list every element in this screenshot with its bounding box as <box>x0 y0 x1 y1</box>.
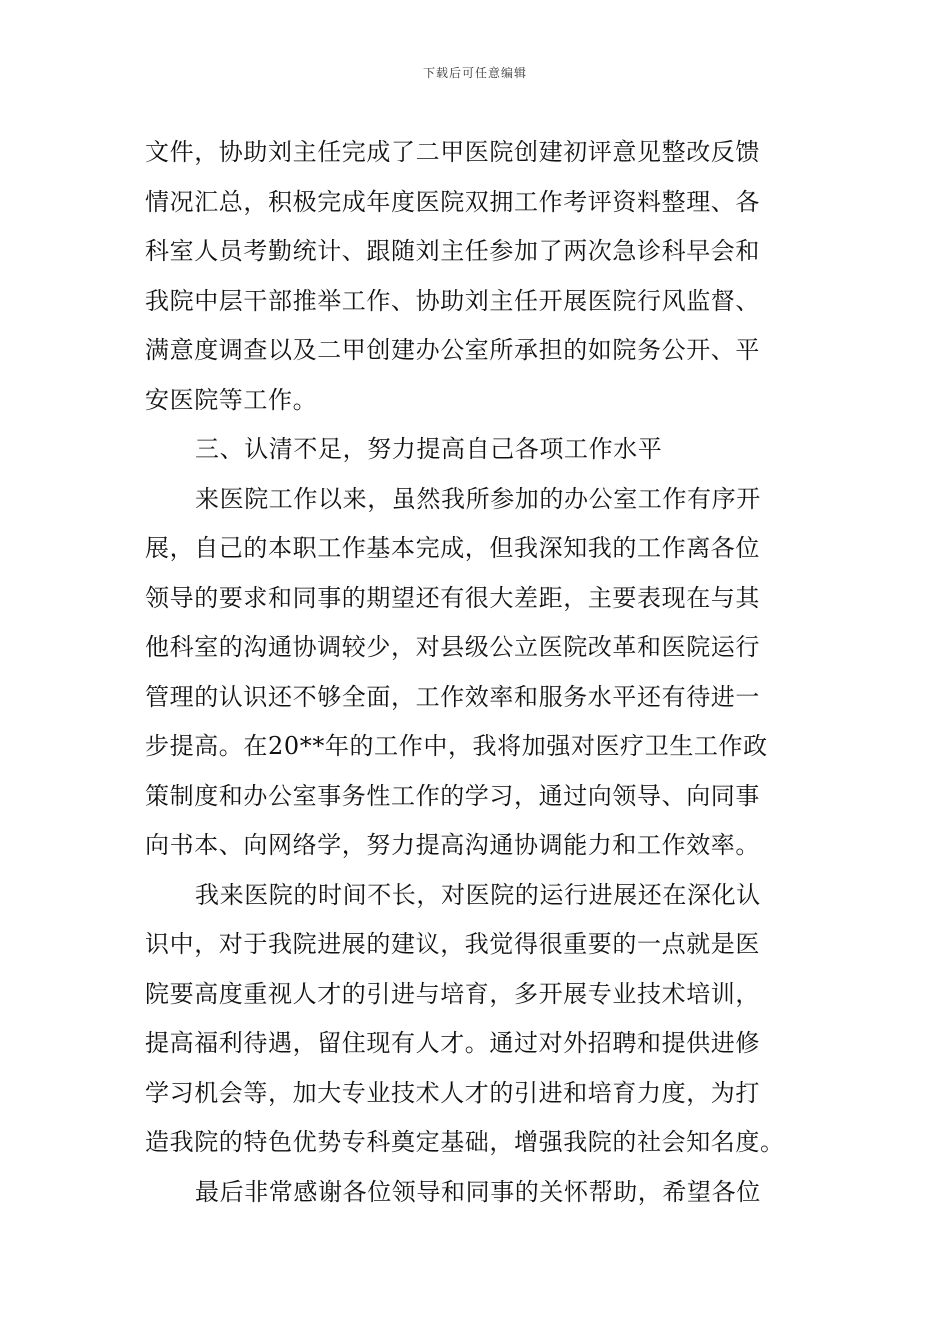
text-line: 造我院的特色优势专科奠定基础，增强我院的社会知名度。 <box>145 1128 785 1156</box>
section-heading: 三、认清不足，努力提高自己各项工作水平 <box>195 435 663 463</box>
text-line: 学习机会等，加大专业技术人才的引进和培育力度，为打 <box>145 1078 760 1107</box>
text-line: 识中，对于我院进展的建议，我觉得很重要的一点就是医 <box>145 930 760 958</box>
document-body <box>145 128 807 1217</box>
text-line: 科室人员考勤统计、跟随刘主任参加了两次急诊科早会和 <box>145 237 760 265</box>
text-line: 文件，协助刘主任完成了二甲医院创建初评意见整改反馈 <box>145 138 760 166</box>
text-line: 展，自己的本职工作基本完成，但我深知我的工作离各位 <box>145 534 760 562</box>
text-line: 领导的要求和同事的期望还有很大差距，主要表现在与其 <box>145 583 760 612</box>
text-line: 我来医院的时间不长，对医院的运行进展还在深化认 <box>195 880 761 909</box>
text-line: 情况汇总，积极完成年度医院双拥工作考评资料整理、各 <box>145 187 760 216</box>
text-line: 最后非常感谢各位领导和同事的关怀帮助，希望各位 <box>195 1177 761 1206</box>
text-line: 向书本、向网络学，努力提高沟通协调能力和工作效率。 <box>145 831 760 859</box>
text-line: 步提高。在20**年的工作中，我将加强对医疗卫生工作政 <box>145 732 768 760</box>
text-line: 满意度调查以及二甲创建办公室所承担的如院务公开、平 <box>145 336 760 364</box>
text-line: 提高福利待遇，留住现有人才。通过对外招聘和提供进修 <box>145 1029 760 1057</box>
text-line: 他科室的沟通协调较少，对县级公立医院改革和医院运行 <box>145 633 760 661</box>
text-line: 安医院等工作。 <box>145 385 318 414</box>
text-line: 院要高度重视人才的引进与培育，多开展专业技术培训， <box>145 979 760 1008</box>
text-line: 策制度和办公室事务性工作的学习，通过向领导、向同事 <box>145 781 760 810</box>
text-line: 我院中层干部推举工作、协助刘主任开展医院行风监督、 <box>145 286 760 315</box>
text-line: 管理的认识还不够全面，工作效率和服务水平还有待进一 <box>145 682 760 711</box>
text-line: 来医院工作以来，虽然我所参加的办公室工作有序开 <box>195 484 761 513</box>
page-header-note: 下载后可任意编辑 <box>422 66 527 80</box>
